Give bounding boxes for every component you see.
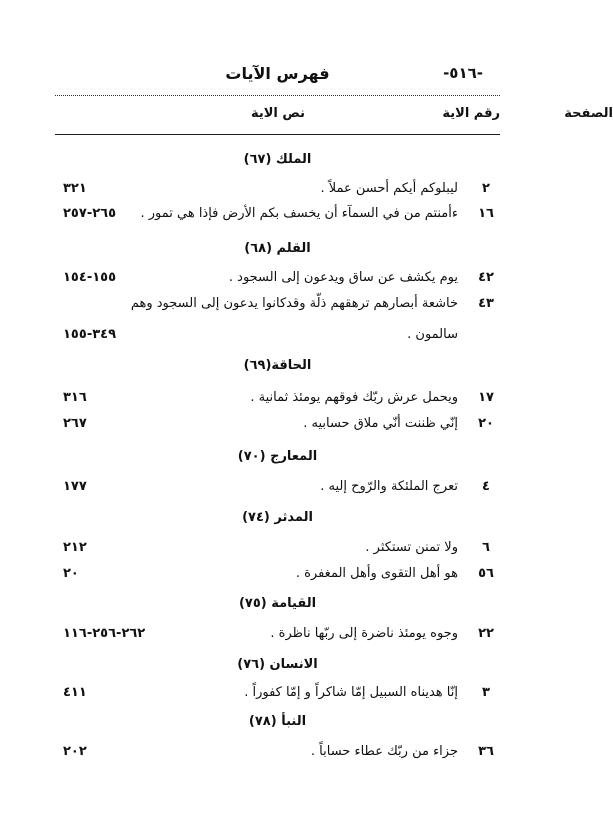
index-row bbox=[55, 390, 500, 412]
verse-number: ٢٢ bbox=[478, 626, 494, 641]
surah-heading: القلم (٦٨) bbox=[244, 241, 311, 256]
verse-number: ٢ bbox=[482, 181, 490, 196]
index-row bbox=[55, 685, 500, 707]
verse-number: ١٦ bbox=[478, 206, 494, 221]
verse-text: ليبلوكم أيكم أحسن عملاً . bbox=[320, 181, 458, 196]
surah-heading: الحاقة(٦٩) bbox=[243, 358, 312, 373]
verse-text: ويحمل عرش ربّك فوقهم يومئذ ثمانية . bbox=[250, 390, 458, 405]
index-row bbox=[55, 181, 500, 203]
verse-text: إنّا هديناه السبيل إمّا شاكراً و إمّا كفوراً . bbox=[244, 685, 458, 700]
index-row bbox=[55, 744, 500, 766]
page-number: -٥١٦- bbox=[443, 64, 483, 82]
index-row bbox=[55, 270, 500, 292]
verse-text: سالمون . bbox=[407, 327, 458, 342]
page-ref: ٣٤٩-١٥٥ bbox=[63, 327, 117, 342]
verse-text: يوم يكشف عن ساق ويدعون إلى السجود . bbox=[228, 270, 458, 285]
surah-heading: المدثر (٧٤) bbox=[242, 510, 313, 525]
verse-number: ٤٢ bbox=[478, 270, 494, 285]
index-row bbox=[55, 626, 500, 648]
running-title: فهرس الآيات bbox=[225, 64, 330, 83]
page-ref: ٢٦٧ bbox=[63, 416, 87, 431]
page-ref: ٢١٢ bbox=[63, 540, 87, 555]
verse-number: ٣ bbox=[482, 685, 490, 700]
verse-text: جزاء من ربّك عطاء حساباً . bbox=[310, 744, 458, 759]
column-header-page: الصفحة bbox=[564, 106, 613, 121]
column-header-verse-number: رقم الاية bbox=[442, 106, 500, 121]
page-ref: ٢٠٢ bbox=[63, 744, 87, 759]
verse-text: ءأمنتم من في السمآء أن يخسف بكم الأرض فإذا هي تمور . bbox=[140, 206, 458, 221]
index-row bbox=[55, 566, 500, 588]
index-row bbox=[55, 296, 500, 318]
verse-text: هو أهل التقوى وأهل المغفرة . bbox=[295, 566, 458, 581]
index-row bbox=[55, 416, 500, 438]
verse-text: تعرج الملئكة والرّوح إليه . bbox=[320, 479, 458, 494]
verse-text: إنّي ظننت أنّي ملاق حسابيه . bbox=[303, 416, 458, 431]
index-row-continuation bbox=[55, 327, 500, 349]
page-ref: ٤١١ bbox=[63, 685, 87, 700]
verse-number: ٤٣ bbox=[478, 296, 494, 311]
page-ref: ١٧٧ bbox=[63, 479, 87, 494]
surah-heading: الملك (٦٧) bbox=[243, 152, 312, 167]
page-ref: ٢٦٥-٢٥٧ bbox=[63, 206, 117, 221]
surah-heading: الانسان (٧٦) bbox=[237, 657, 318, 672]
page-ref: ٣٢١ bbox=[63, 181, 87, 196]
verse-number: ٤ bbox=[482, 479, 490, 494]
page-ref: ٢٠ bbox=[63, 566, 79, 581]
index-row bbox=[55, 540, 500, 562]
surah-heading: المعارج (٧٠) bbox=[237, 449, 318, 464]
page-ref: ١٥٥-١٥٤ bbox=[63, 270, 117, 285]
verse-number: ٥٦ bbox=[478, 566, 494, 581]
verse-number: ١٧ bbox=[478, 390, 494, 405]
index-row bbox=[55, 206, 500, 228]
verse-number: ٢٠ bbox=[478, 416, 494, 431]
column-header-verse-text: نص الاية bbox=[250, 106, 305, 121]
verse-text: ولا تمنن تستكثر . bbox=[365, 540, 458, 555]
verse-number: ٣٦ bbox=[478, 744, 494, 759]
surah-heading: القيامة (٧٥) bbox=[238, 596, 317, 611]
index-row bbox=[55, 479, 500, 501]
surah-heading: النبأ (٧٨) bbox=[248, 714, 307, 729]
verse-number: ٦ bbox=[482, 540, 490, 555]
page-ref: ٣١٦ bbox=[63, 390, 87, 405]
page-ref: ٢٦٢-٢٥٦-١١٦ bbox=[63, 626, 146, 641]
verse-text: خاشعة أبصارهم ترهقهم ذلّة وقدكانوا يدعون إلى السجود وهم bbox=[130, 296, 458, 311]
verse-text: وجوه يومئذ ناضرة إلى ربّها ناظرة . bbox=[270, 626, 458, 641]
